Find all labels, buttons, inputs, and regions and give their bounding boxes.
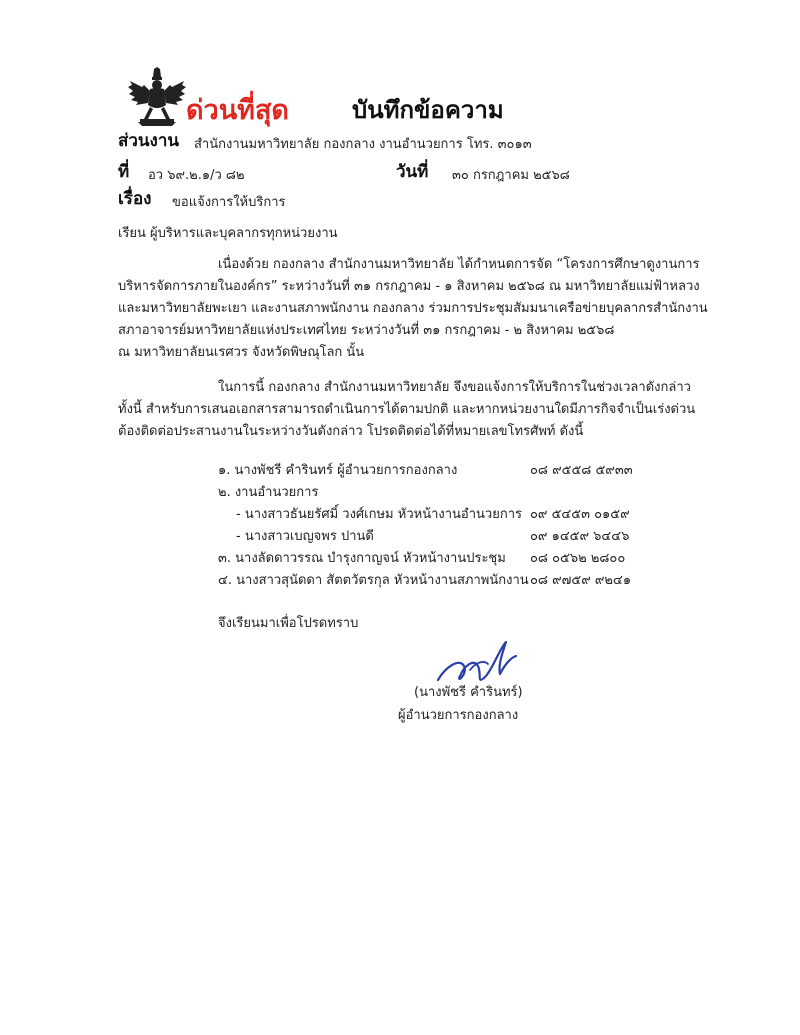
urgency-label: ด่วนที่สุด [186, 95, 289, 126]
reference-label: ที่ [118, 162, 130, 182]
paragraph-line: ทั้งนี้ สำหรับการเสนอเอกสารสามารถดำเนินการได้ตามปกติ และหากหน่วยงานใดมีภารกิจจำเป็นเร่งด่วน [118, 402, 696, 417]
paragraph-line: ณ มหาวิทยาลัยนเรศวร จังหวัดพิษณุโลก นั้น [118, 345, 365, 360]
salutation: เรียน ผู้บริหารและบุคลากรทุกหน่วยงาน [118, 226, 338, 241]
closing-text: จึงเรียนมาเพื่อโปรดทราบ [218, 616, 359, 631]
contact-name: ๔. นางสาวสุนัดดา สัตตวัตรกุล หัวหน้างานสภาพนักงาน [218, 573, 529, 588]
department-value: สำนักงานมหาวิทยาลัย กองกลาง งานอำนวยการ โทร. ๓๐๑๓ [194, 137, 532, 152]
contact-name: - นางสาวธันยรัศมิ์ วงศ์เกษม หัวหน้างานอำนวยการ [236, 507, 522, 522]
date-value: ๓๐ กรกฎาคม ๒๕๖๘ [452, 168, 570, 183]
paragraph-notice [118, 377, 695, 443]
contact-name: ๑. นางพัชรี คำรินทร์ ผู้อำนวยการกองกลาง [218, 463, 458, 478]
paragraph-line: และมหาวิทยาลัยพะเยา และงานสภาพนักงาน กองกลาง ร่วมการประชุมสัมมนาเครือข่ายบุคลากรสำนักงาน [118, 301, 708, 316]
reference-value: อว ๖๙.๒.๑/ว ๘๒ [148, 168, 245, 183]
contact-phone: ๐๙ ๑๔๕๙ ๖๔๔๖ [530, 529, 630, 544]
subject-label: เรื่อง [118, 189, 152, 209]
contact-row [218, 504, 638, 526]
department-label: ส่วนงาน [118, 131, 180, 151]
contact-row [218, 526, 638, 548]
signer-name: (นางพัชรี คำรินทร์) [414, 685, 523, 700]
contact-group: ๒. งานอำนวยการ [218, 485, 319, 500]
memo-title: บันทึกข้อความ [352, 96, 504, 124]
paragraph-line: บริหารจัดการภายในองค์กร” ระหว่างวันที่ ๓๑ กรกฎาคม - ๑ สิงหาคม ๒๕๖๘ ณ มหาวิทยาลัยแม่ฟ้าหลวง [118, 279, 700, 294]
contact-list [218, 460, 638, 592]
contact-phone: ๐๙ ๕๔๕๓ ๐๑๕๙ [530, 507, 630, 522]
contact-row [218, 482, 638, 504]
subject-value: ขอแจ้งการให้บริการ [172, 195, 286, 210]
paragraph-line: ในการนี้ กองกลาง สำนักงานมหาวิทยาลัย จึงขอแจ้งการให้บริการในช่วงเวลาดังกล่าว [218, 380, 691, 395]
garuda-emblem-icon [128, 67, 186, 127]
contact-phone: ๐๘ ๐๕๖๒ ๒๘๐๐ [530, 551, 626, 566]
contact-row [218, 548, 638, 570]
paragraph-line: เนื่องด้วย กองกลาง สำนักงานมหาวิทยาลัย ได้กำหนดการจัด “โครงการศึกษาดูงานการ [218, 257, 700, 272]
paragraph-intro [118, 254, 708, 364]
contact-row [218, 460, 638, 482]
paragraph-line: สภาอาจารย์มหาวิทยาลัยแห่งประเทศไทย ระหว่างวันที่ ๓๑ กรกฎาคม - ๒ สิงหาคม ๒๕๖๘ [118, 323, 615, 338]
paragraph-line: ต้องติดต่อประสานงานในระหว่างวันดังกล่าว โปรดติดต่อได้ที่หมายเลขโทรศัพท์ ดังนี้ [118, 424, 584, 439]
contact-name: ๓. นางลัดดาวรรณ บำรุงกาญจน์ หัวหน้างานประชุม [218, 551, 506, 566]
contact-phone: ๐๘ ๙๕๕๘ ๕๙๓๓ [530, 463, 633, 478]
contact-row [218, 570, 638, 592]
date-label: วันที่ [396, 162, 429, 182]
signer-position: ผู้อำนวยการกองกลาง [398, 708, 519, 723]
contact-phone: ๐๘ ๙๗๕๙ ๙๒๔๑ [530, 573, 632, 588]
contact-name: - นางสาวเบญจพร ปานดี [236, 529, 374, 544]
